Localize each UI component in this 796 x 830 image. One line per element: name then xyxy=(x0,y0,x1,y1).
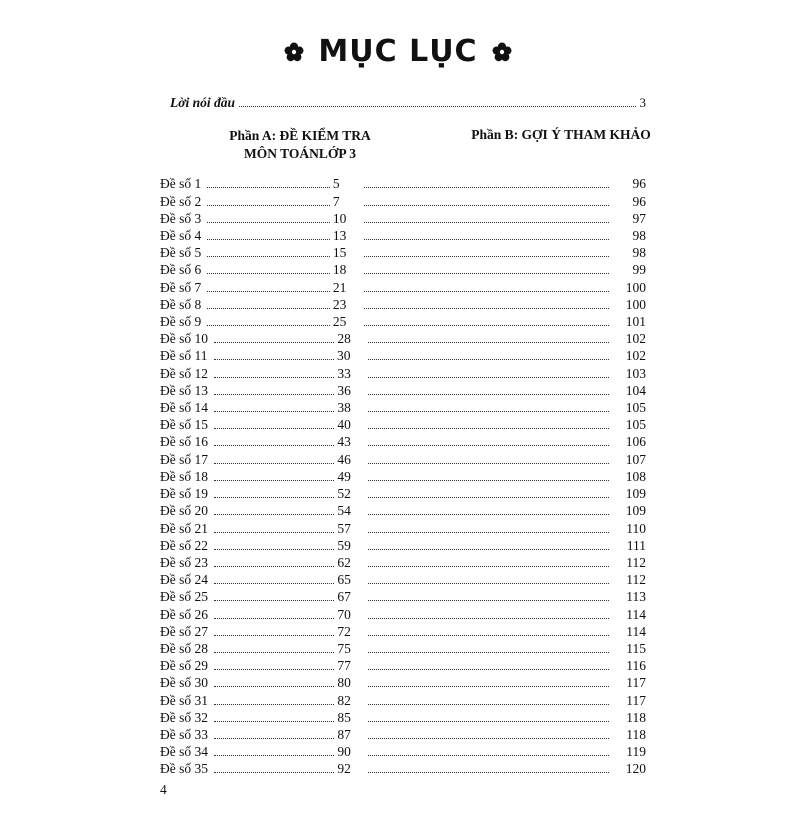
toc-entry-page-a: 70 xyxy=(337,606,351,622)
toc-entry[interactable] xyxy=(160,433,646,450)
toc-entry-page-b: 105 xyxy=(625,400,646,416)
toc-entry-page-b: 109 xyxy=(625,486,646,502)
toc-entry[interactable] xyxy=(160,709,646,726)
toc-entry-page-a: 59 xyxy=(337,537,351,553)
toc-entry[interactable] xyxy=(160,726,646,743)
toc-entry-page-a: 67 xyxy=(337,589,351,605)
leader-dots xyxy=(214,583,334,584)
toc-entry[interactable] xyxy=(160,571,646,588)
toc-entry-page-b: 117 xyxy=(626,692,646,708)
leader-dots xyxy=(214,669,334,670)
toc-entry-label: Đề số 5 xyxy=(160,245,202,261)
page-title-row xyxy=(0,34,796,69)
toc-entry-page-a: 54 xyxy=(337,503,351,519)
leader-dots xyxy=(214,445,334,446)
toc-entry-page-b: 116 xyxy=(626,658,646,674)
toc-entry-label: Đề số 35 xyxy=(160,761,208,777)
toc-entry-page-a: 65 xyxy=(337,572,351,588)
toc-entry[interactable] xyxy=(160,175,646,192)
toc-entry[interactable] xyxy=(160,537,646,554)
leader-dots xyxy=(214,532,334,533)
toc-entry-label: Đề số 11 xyxy=(160,348,208,364)
toc-entry-page-b: 112 xyxy=(626,572,646,588)
leader-dots xyxy=(368,669,609,670)
leader-dots xyxy=(214,566,334,567)
toc-entry-page-b: 100 xyxy=(625,296,646,312)
toc-entry[interactable] xyxy=(160,382,646,399)
toc-entry-label: Đề số 14 xyxy=(160,400,208,416)
toc-entry-page-a: 36 xyxy=(337,382,351,398)
toc-entry-label: Đề số 32 xyxy=(160,709,208,725)
leader-dots xyxy=(368,652,609,653)
toc-entry[interactable] xyxy=(160,330,646,347)
toc-entry[interactable] xyxy=(160,399,646,416)
toc-entry-page-b: 117 xyxy=(626,675,646,691)
leader-dots xyxy=(214,411,334,412)
toc-entry[interactable] xyxy=(160,606,646,623)
leader-dots xyxy=(214,428,334,429)
toc-entry[interactable] xyxy=(160,313,646,330)
toc-entry-label: Đề số 3 xyxy=(160,210,202,226)
toc-entry-page-a: 52 xyxy=(337,486,351,502)
preface-page: 3 xyxy=(639,95,646,110)
leader-dots xyxy=(207,308,330,309)
toc-entry-label: Đề số 34 xyxy=(160,744,208,760)
toc-page xyxy=(0,34,796,830)
toc-entry-page-a: 5 xyxy=(332,176,340,192)
toc-entry[interactable] xyxy=(160,485,646,502)
toc-entry-label: Đề số 31 xyxy=(160,692,208,708)
leader-dots xyxy=(214,342,334,343)
leader-dots xyxy=(214,721,334,722)
toc-entry-page-b: 100 xyxy=(625,279,646,295)
leader-dots xyxy=(368,583,609,584)
toc-entry[interactable] xyxy=(160,760,646,777)
leader-dots xyxy=(214,377,334,378)
leader-dots xyxy=(214,652,334,653)
leader-dots xyxy=(368,600,609,601)
toc-entry-page-b: 102 xyxy=(625,348,646,364)
leader-dots xyxy=(368,445,609,446)
toc-entry[interactable] xyxy=(160,210,646,227)
toc-entry[interactable] xyxy=(160,468,646,485)
toc-entry-page-b: 115 xyxy=(626,640,646,656)
toc-entry[interactable] xyxy=(160,279,646,296)
toc-entry-page-a: 46 xyxy=(337,451,351,467)
toc-entry-page-b: 101 xyxy=(625,314,646,330)
toc-entry-label: Đề số 28 xyxy=(160,640,208,656)
flower-icon xyxy=(492,42,512,62)
leader-dots xyxy=(207,239,330,240)
toc-entry-label: Đề số 9 xyxy=(160,314,202,330)
toc-entry-page-b: 109 xyxy=(625,503,646,519)
leader-dots xyxy=(364,205,609,206)
toc-entry[interactable] xyxy=(160,743,646,760)
toc-entry-page-a: 62 xyxy=(337,554,351,570)
toc-entry-label: Đề số 27 xyxy=(160,623,208,639)
toc-entry[interactable] xyxy=(160,451,646,468)
toc-entry-page-b: 118 xyxy=(626,726,646,742)
toc-entry[interactable] xyxy=(160,261,646,278)
toc-entry[interactable] xyxy=(160,640,646,657)
toc-entry[interactable] xyxy=(160,193,646,210)
toc-entry-page-b: 118 xyxy=(626,709,646,725)
toc-entry-page-a: 13 xyxy=(332,228,347,244)
leader-dots xyxy=(368,566,609,567)
toc-entry-label: Đề số 24 xyxy=(160,572,208,588)
leader-dots xyxy=(207,205,330,206)
leader-dots xyxy=(207,273,330,274)
toc-entry-page-a: 92 xyxy=(337,761,351,777)
leader-dots xyxy=(364,273,609,274)
leader-dots xyxy=(368,721,609,722)
flower-icon xyxy=(284,42,304,62)
part-a-line2: MÔN TOÁNLỚP 3 xyxy=(243,146,356,162)
toc-entry-page-b: 110 xyxy=(626,520,646,536)
leader-dots xyxy=(364,239,609,240)
toc-entry-page-b: 104 xyxy=(625,382,646,398)
toc-entry-label: Đề số 33 xyxy=(160,726,208,742)
leader-dots xyxy=(239,106,635,107)
toc-entry-label: Đề số 20 xyxy=(160,503,208,519)
toc-entry-label: Đề số 23 xyxy=(160,554,208,570)
leader-dots xyxy=(368,377,609,378)
column-header-part-a xyxy=(160,127,440,163)
toc-entry[interactable] xyxy=(160,554,646,571)
leader-dots xyxy=(214,618,334,619)
leader-dots xyxy=(214,635,334,636)
toc-entry-page-a: 23 xyxy=(332,296,347,312)
toc-entry-page-a: 10 xyxy=(332,210,347,226)
leader-dots xyxy=(368,428,609,429)
toc-entry-page-a: 85 xyxy=(337,709,351,725)
toc-entry[interactable] xyxy=(160,347,646,364)
leader-dots xyxy=(368,635,609,636)
leader-dots xyxy=(207,222,330,223)
toc-entry[interactable] xyxy=(160,623,646,640)
leader-dots xyxy=(207,291,330,292)
preface-label: Lời nói đầu xyxy=(170,95,236,110)
toc-entry[interactable] xyxy=(160,227,646,244)
toc-entry-page-a: 40 xyxy=(337,417,351,433)
toc-entry-label: Đề số 13 xyxy=(160,382,208,398)
toc-entry-label: Đề số 16 xyxy=(160,434,208,450)
toc-entry-label: Đề số 12 xyxy=(160,365,208,381)
leader-dots xyxy=(368,549,609,550)
leader-dots xyxy=(214,738,334,739)
toc-entry-page-b: 105 xyxy=(625,417,646,433)
toc-entry-page-b: 96 xyxy=(632,176,646,192)
column-headers xyxy=(0,127,796,163)
leader-dots xyxy=(368,755,609,756)
toc-entry-page-a: 80 xyxy=(337,675,351,691)
leader-dots xyxy=(364,187,609,188)
preface-entry xyxy=(0,95,796,111)
toc-entry[interactable] xyxy=(160,296,646,313)
toc-entry-label: Đề số 2 xyxy=(160,193,202,209)
toc-entry[interactable] xyxy=(160,502,646,519)
toc-entry[interactable] xyxy=(160,588,646,605)
toc-entry-page-a: 75 xyxy=(337,640,351,656)
toc-entry-page-b: 97 xyxy=(632,210,646,226)
toc-entry-page-a: 90 xyxy=(337,744,351,760)
toc-entry-page-b: 103 xyxy=(625,365,646,381)
leader-dots xyxy=(364,308,609,309)
toc-entry-page-b: 99 xyxy=(632,262,646,278)
leader-dots xyxy=(214,463,334,464)
leader-dots xyxy=(368,618,609,619)
toc-entry-page-a: 33 xyxy=(337,365,351,381)
toc-entry-page-b: 111 xyxy=(626,537,646,553)
leader-dots xyxy=(214,394,334,395)
page-number: 4 xyxy=(160,782,167,797)
leader-dots xyxy=(207,325,330,326)
leader-dots xyxy=(214,600,334,601)
leader-dots xyxy=(207,187,330,188)
leader-dots xyxy=(207,256,330,257)
toc-entry-page-b: 98 xyxy=(632,228,646,244)
toc-entry-page-a: 72 xyxy=(337,623,351,639)
toc-entry-page-b: 108 xyxy=(625,468,646,484)
toc-entry-page-a: 77 xyxy=(337,658,351,674)
toc-entry-label: Đề số 26 xyxy=(160,606,208,622)
leader-dots xyxy=(214,480,334,481)
leader-dots xyxy=(368,359,609,360)
toc-entry-label: Đề số 1 xyxy=(160,176,202,192)
leader-dots xyxy=(368,497,609,498)
toc-entry-page-b: 114 xyxy=(626,606,646,622)
toc-entry-page-a: 38 xyxy=(337,400,351,416)
leader-dots xyxy=(368,686,609,687)
toc-entry-page-a: 21 xyxy=(332,279,347,295)
toc-entry-label: Đề số 25 xyxy=(160,589,208,605)
toc-entry-page-b: 106 xyxy=(625,434,646,450)
toc-entry-label: Đề số 18 xyxy=(160,468,208,484)
leader-dots xyxy=(368,463,609,464)
toc-entry-label: Đề số 10 xyxy=(160,331,208,347)
toc-entry-label: Đề số 6 xyxy=(160,262,202,278)
toc-entry-page-b: 98 xyxy=(632,245,646,261)
leader-dots xyxy=(368,514,609,515)
leader-dots xyxy=(214,514,334,515)
toc-entry-page-b: 96 xyxy=(632,193,646,209)
leader-dots xyxy=(368,772,609,773)
toc-entry-label: Đề số 17 xyxy=(160,451,208,467)
toc-entry-page-a: 15 xyxy=(332,245,347,261)
toc-entry-page-b: 114 xyxy=(626,623,646,639)
toc-entry-page-a: 87 xyxy=(337,726,351,742)
toc-entry-label: Đề số 30 xyxy=(160,675,208,691)
page-title: MỤC LỤC xyxy=(318,34,478,69)
leader-dots xyxy=(368,704,609,705)
leader-dots xyxy=(368,532,609,533)
toc-entry[interactable] xyxy=(160,674,646,691)
toc-entry-page-b: 102 xyxy=(625,331,646,347)
leader-dots xyxy=(368,342,609,343)
toc-entry-label: Đề số 22 xyxy=(160,537,208,553)
leader-dots xyxy=(364,222,609,223)
toc-entry-page-b: 113 xyxy=(626,589,646,605)
toc-entry-page-a: 43 xyxy=(337,434,351,450)
toc-entry-label: Đề số 15 xyxy=(160,417,208,433)
leader-dots xyxy=(214,359,335,360)
leader-dots xyxy=(368,738,609,739)
leader-dots xyxy=(368,411,609,412)
leader-dots xyxy=(368,480,609,481)
toc-entry-page-a: 7 xyxy=(332,193,340,209)
toc-entry[interactable] xyxy=(160,657,646,674)
leader-dots xyxy=(214,549,334,550)
leader-dots xyxy=(214,772,334,773)
leader-dots xyxy=(368,394,609,395)
toc-entry-label: Đề số 21 xyxy=(160,520,208,536)
toc-list xyxy=(0,175,796,777)
toc-entry-label: Đề số 7 xyxy=(160,279,202,295)
toc-entry-page-a: 25 xyxy=(332,314,347,330)
part-a-line1: Phần A: ĐỀ KIỂM TRA xyxy=(229,128,371,143)
toc-entry-label: Đề số 4 xyxy=(160,228,202,244)
toc-entry-page-a: 30 xyxy=(337,348,351,364)
toc-entry-page-a: 18 xyxy=(332,262,347,278)
toc-entry[interactable] xyxy=(160,365,646,382)
toc-entry[interactable] xyxy=(160,416,646,433)
toc-entry-page-b: 107 xyxy=(625,451,646,467)
toc-entry-page-a: 57 xyxy=(337,520,351,536)
toc-entry-page-a: 82 xyxy=(337,692,351,708)
leader-dots xyxy=(214,704,334,705)
column-header-part-b: Phần B: GỢI Ý THAM KHẢO xyxy=(471,127,651,142)
toc-entry-label: Đề số 8 xyxy=(160,296,202,312)
leader-dots xyxy=(214,686,334,687)
toc-entry-page-b: 119 xyxy=(626,744,646,760)
toc-entry[interactable] xyxy=(160,244,646,261)
toc-entry[interactable] xyxy=(160,692,646,709)
toc-entry-label: Đề số 29 xyxy=(160,658,208,674)
leader-dots xyxy=(214,497,334,498)
toc-entry-page-b: 112 xyxy=(626,554,646,570)
leader-dots xyxy=(364,291,609,292)
leader-dots xyxy=(364,325,609,326)
leader-dots xyxy=(364,256,609,257)
toc-entry-page-a: 28 xyxy=(337,331,351,347)
toc-entry-label: Đề số 19 xyxy=(160,486,208,502)
toc-entry[interactable] xyxy=(160,520,646,537)
leader-dots xyxy=(214,755,334,756)
toc-entry-page-b: 120 xyxy=(625,761,646,777)
toc-entry-page-a: 49 xyxy=(337,468,351,484)
